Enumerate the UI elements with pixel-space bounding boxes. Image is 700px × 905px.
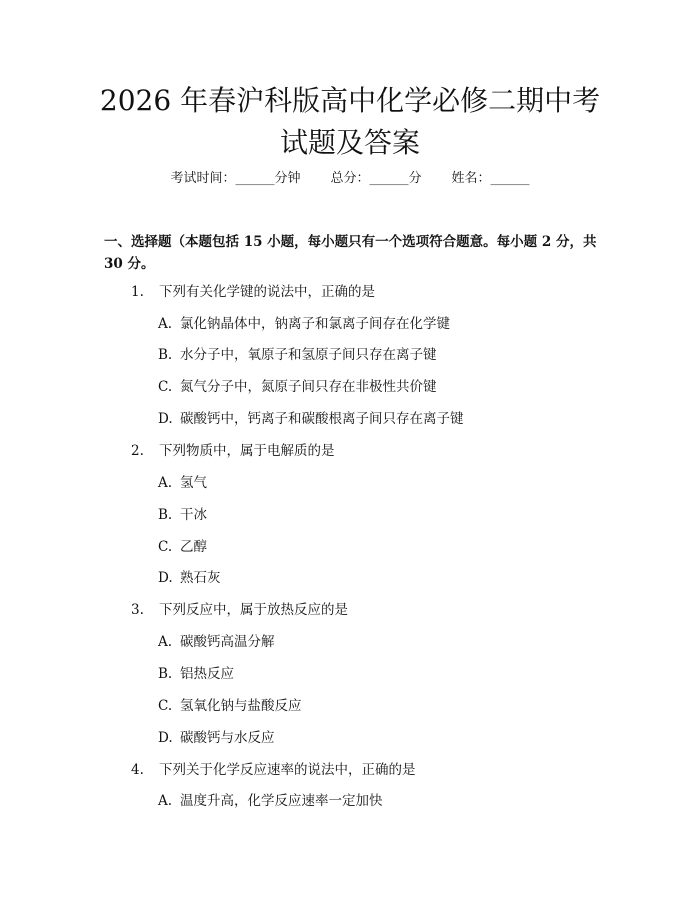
question-number: 4. <box>131 762 144 778</box>
question-1 <box>131 283 375 301</box>
question-text: 下列有关化学键的说法中，正确的是 <box>159 284 375 300</box>
student-name: 姓名：______ <box>451 171 530 186</box>
option-letter: D. <box>158 411 173 427</box>
option-2c <box>158 538 207 556</box>
option-text: 碳酸钙高温分解 <box>180 634 275 650</box>
section-heading: 一、选择题（本题包括 15 小题，每小题只有一个选项符合题意。每小题 2 分，共 30 分。 <box>104 234 597 272</box>
option-1d <box>158 410 464 428</box>
option-letter: B. <box>158 666 173 682</box>
exam-time: 考试时间：______分钟 <box>170 171 301 186</box>
option-text: 熟石灰 <box>180 570 221 586</box>
question-2 <box>131 442 335 460</box>
option-letter: B. <box>158 507 173 523</box>
option-3a <box>158 633 275 651</box>
exam-meta <box>0 170 700 188</box>
question-text: 下列物质中，属于电解质的是 <box>159 443 335 459</box>
question-text: 下列反应中，属于放热反应的是 <box>159 602 348 618</box>
question-4 <box>131 761 416 779</box>
option-2b <box>158 506 207 524</box>
option-3d <box>158 729 275 747</box>
question-text: 下列关于化学反应速率的说法中，正确的是 <box>159 762 416 778</box>
option-4a <box>158 792 383 810</box>
option-text: 氢气 <box>180 475 207 491</box>
option-text: 氯化钠晶体中，钠离子和氯离子间存在化学键 <box>180 316 450 332</box>
option-letter: B. <box>158 347 173 363</box>
option-letter: D. <box>158 570 173 586</box>
option-letter: C. <box>158 539 173 555</box>
option-letter: C. <box>158 698 173 714</box>
option-text: 铝热反应 <box>180 666 234 682</box>
option-2a <box>158 474 207 492</box>
question-number: 2. <box>131 443 144 459</box>
option-text: 温度升高，化学反应速率一定加快 <box>180 793 383 809</box>
option-1a <box>158 315 450 333</box>
option-letter: C. <box>158 379 173 395</box>
page-title: 2026 年春沪科版高中化学必修二期中考试题及答案 <box>99 84 601 159</box>
option-text: 碳酸钙中，钙离子和碳酸根离子间只存在离子键 <box>180 411 464 427</box>
option-text: 碳酸钙与水反应 <box>180 730 275 746</box>
option-text: 干冰 <box>180 507 207 523</box>
option-1b <box>158 346 437 364</box>
question-number: 3. <box>131 602 144 618</box>
option-letter: A. <box>158 475 173 491</box>
option-3c <box>158 697 302 715</box>
option-text: 乙醇 <box>180 539 207 555</box>
option-text: 水分子中，氧原子和氢原子间只存在离子键 <box>180 347 437 363</box>
option-letter: A. <box>158 793 173 809</box>
option-letter: D. <box>158 730 173 746</box>
option-text: 氮气分子中，氮原子间只存在非极性共价键 <box>180 379 437 395</box>
option-text: 氢氧化钠与盐酸反应 <box>180 698 302 714</box>
option-1c <box>158 378 437 396</box>
option-2d <box>158 569 221 587</box>
option-letter: A. <box>158 634 173 650</box>
total-score: 总分：______分 <box>330 171 422 186</box>
option-letter: A. <box>158 316 173 332</box>
question-number: 1. <box>131 284 144 300</box>
option-3b <box>158 665 234 683</box>
question-3 <box>131 601 348 619</box>
